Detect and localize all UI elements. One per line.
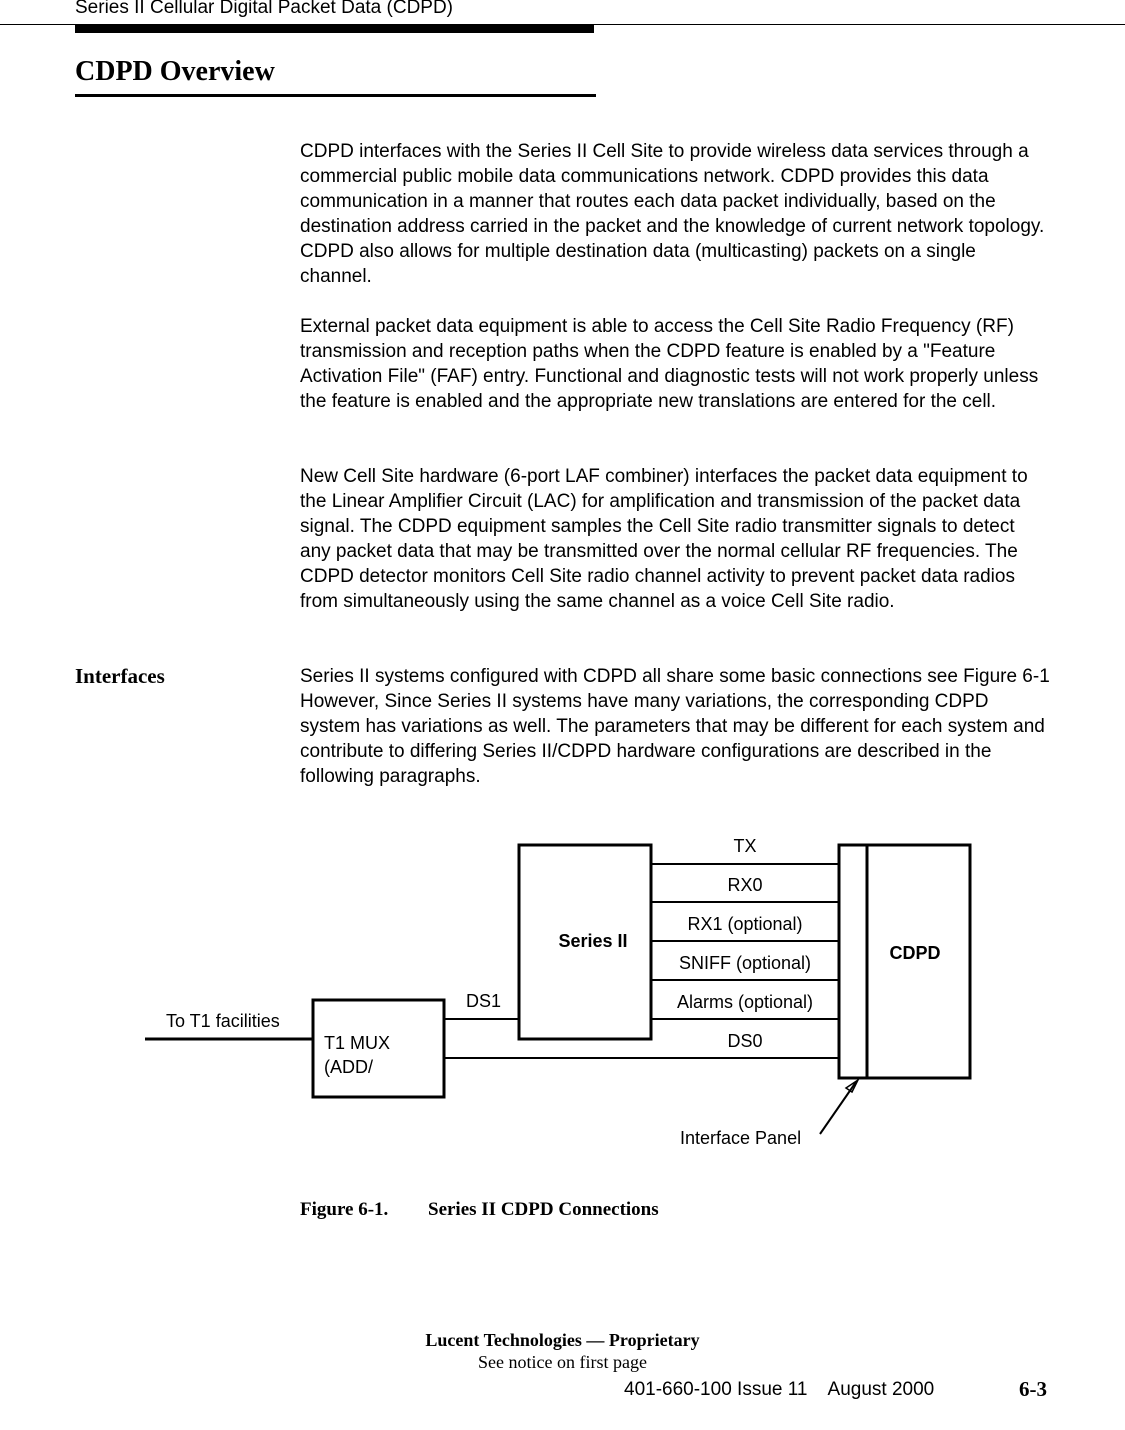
interface-panel-arrow <box>820 1082 856 1134</box>
overview-paragraph: New Cell Site hardware (6-port LAF combiner) interfaces the packet data equipment to the Linear Amplifier Circuit (LAC) for amplification and transmission of the packet data signal. The CDPD equipment samples the Cell Site radio transmitter signals to detect any packet data that may be transmitted over the normal cellular RF frequencies. The CDPD detector monitors Cell Site radio channel activity to prevent packet data radios from simultaneously using the same channel as a voice Cell Site radio. <box>300 466 1028 612</box>
ds1-label: DS1 <box>466 991 502 1011</box>
t1-mux-label-2: (ADD/ <box>324 1057 373 1077</box>
section-title: CDPD Overview <box>75 56 275 87</box>
figure-caption <box>300 1199 659 1221</box>
footer-company: Lucent Technologies — Proprietary <box>425 1330 700 1350</box>
interface-panel-label: Interface Panel <box>680 1128 802 1148</box>
interface-panel-arrowhead <box>846 1080 858 1092</box>
figure-title: Series II CDPD Connections <box>428 1199 659 1220</box>
series-ii-label: Series II <box>558 931 628 951</box>
overview-paragraph: External packet data equipment is able to access the Cell Site Radio Frequency (RF) transmission and reception paths when the CDPD feature is enabled by a "Feature Activation File" (FAF) entry. Functional and diagnostic tests will not work properly unless the feature is enabled and the appropriate new translations are entered for the cell. <box>300 316 1039 412</box>
interfaces-heading: Interfaces <box>75 664 165 688</box>
signal-label: DS0 <box>727 1031 763 1051</box>
header-bar <box>75 25 594 33</box>
footer-page-number: 6-3 <box>1019 1377 1047 1401</box>
interfaces-paragraph: Series II systems configured with CDPD all share some basic connections see Figure 6-1 However, Since Series II systems have many variations, the corresponding CDPD system has variations as well. The parameters that may be different for each system and contribute to differing Series II/CDPD hardware configurations are described in the following paragraphs. <box>300 666 1050 787</box>
footer-notice: See notice on first page <box>478 1352 647 1372</box>
t1-mux-label: T1 MUX <box>324 1033 391 1053</box>
to-t1-label: To T1 facilities <box>166 1011 280 1031</box>
signal-label: SNIFF (optional) <box>678 953 812 973</box>
footer-doc-info: 401-660-100 Issue 11 August 2000 <box>624 1379 935 1400</box>
signal-label: RX1 (optional) <box>687 914 803 934</box>
section-title-rule <box>75 94 596 97</box>
running-header: Series II Cellular Digital Packet Data (CDPD) <box>75 0 454 18</box>
interface-panel-box <box>839 845 867 1078</box>
signal-label: RX0 <box>727 875 763 895</box>
figure-number: Figure 6-1. <box>300 1199 389 1220</box>
signal-label: Alarms (optional) <box>676 992 814 1012</box>
overview-paragraph: CDPD interfaces with the Series II Cell Site to provide wireless data services through a commercial public mobile data communications network. CDPD provides this data communication in a manner that routes each data packet individually, based on the destination address carried in the packet and the knowledge of current network topology. CDPD also allows for multiple destination data (multicasting) packets on a single channel. <box>300 141 1045 287</box>
cdpd-connections-diagram <box>0 820 1125 1160</box>
cdpd-label: CDPD <box>889 943 941 963</box>
signal-label: TX <box>733 836 757 856</box>
